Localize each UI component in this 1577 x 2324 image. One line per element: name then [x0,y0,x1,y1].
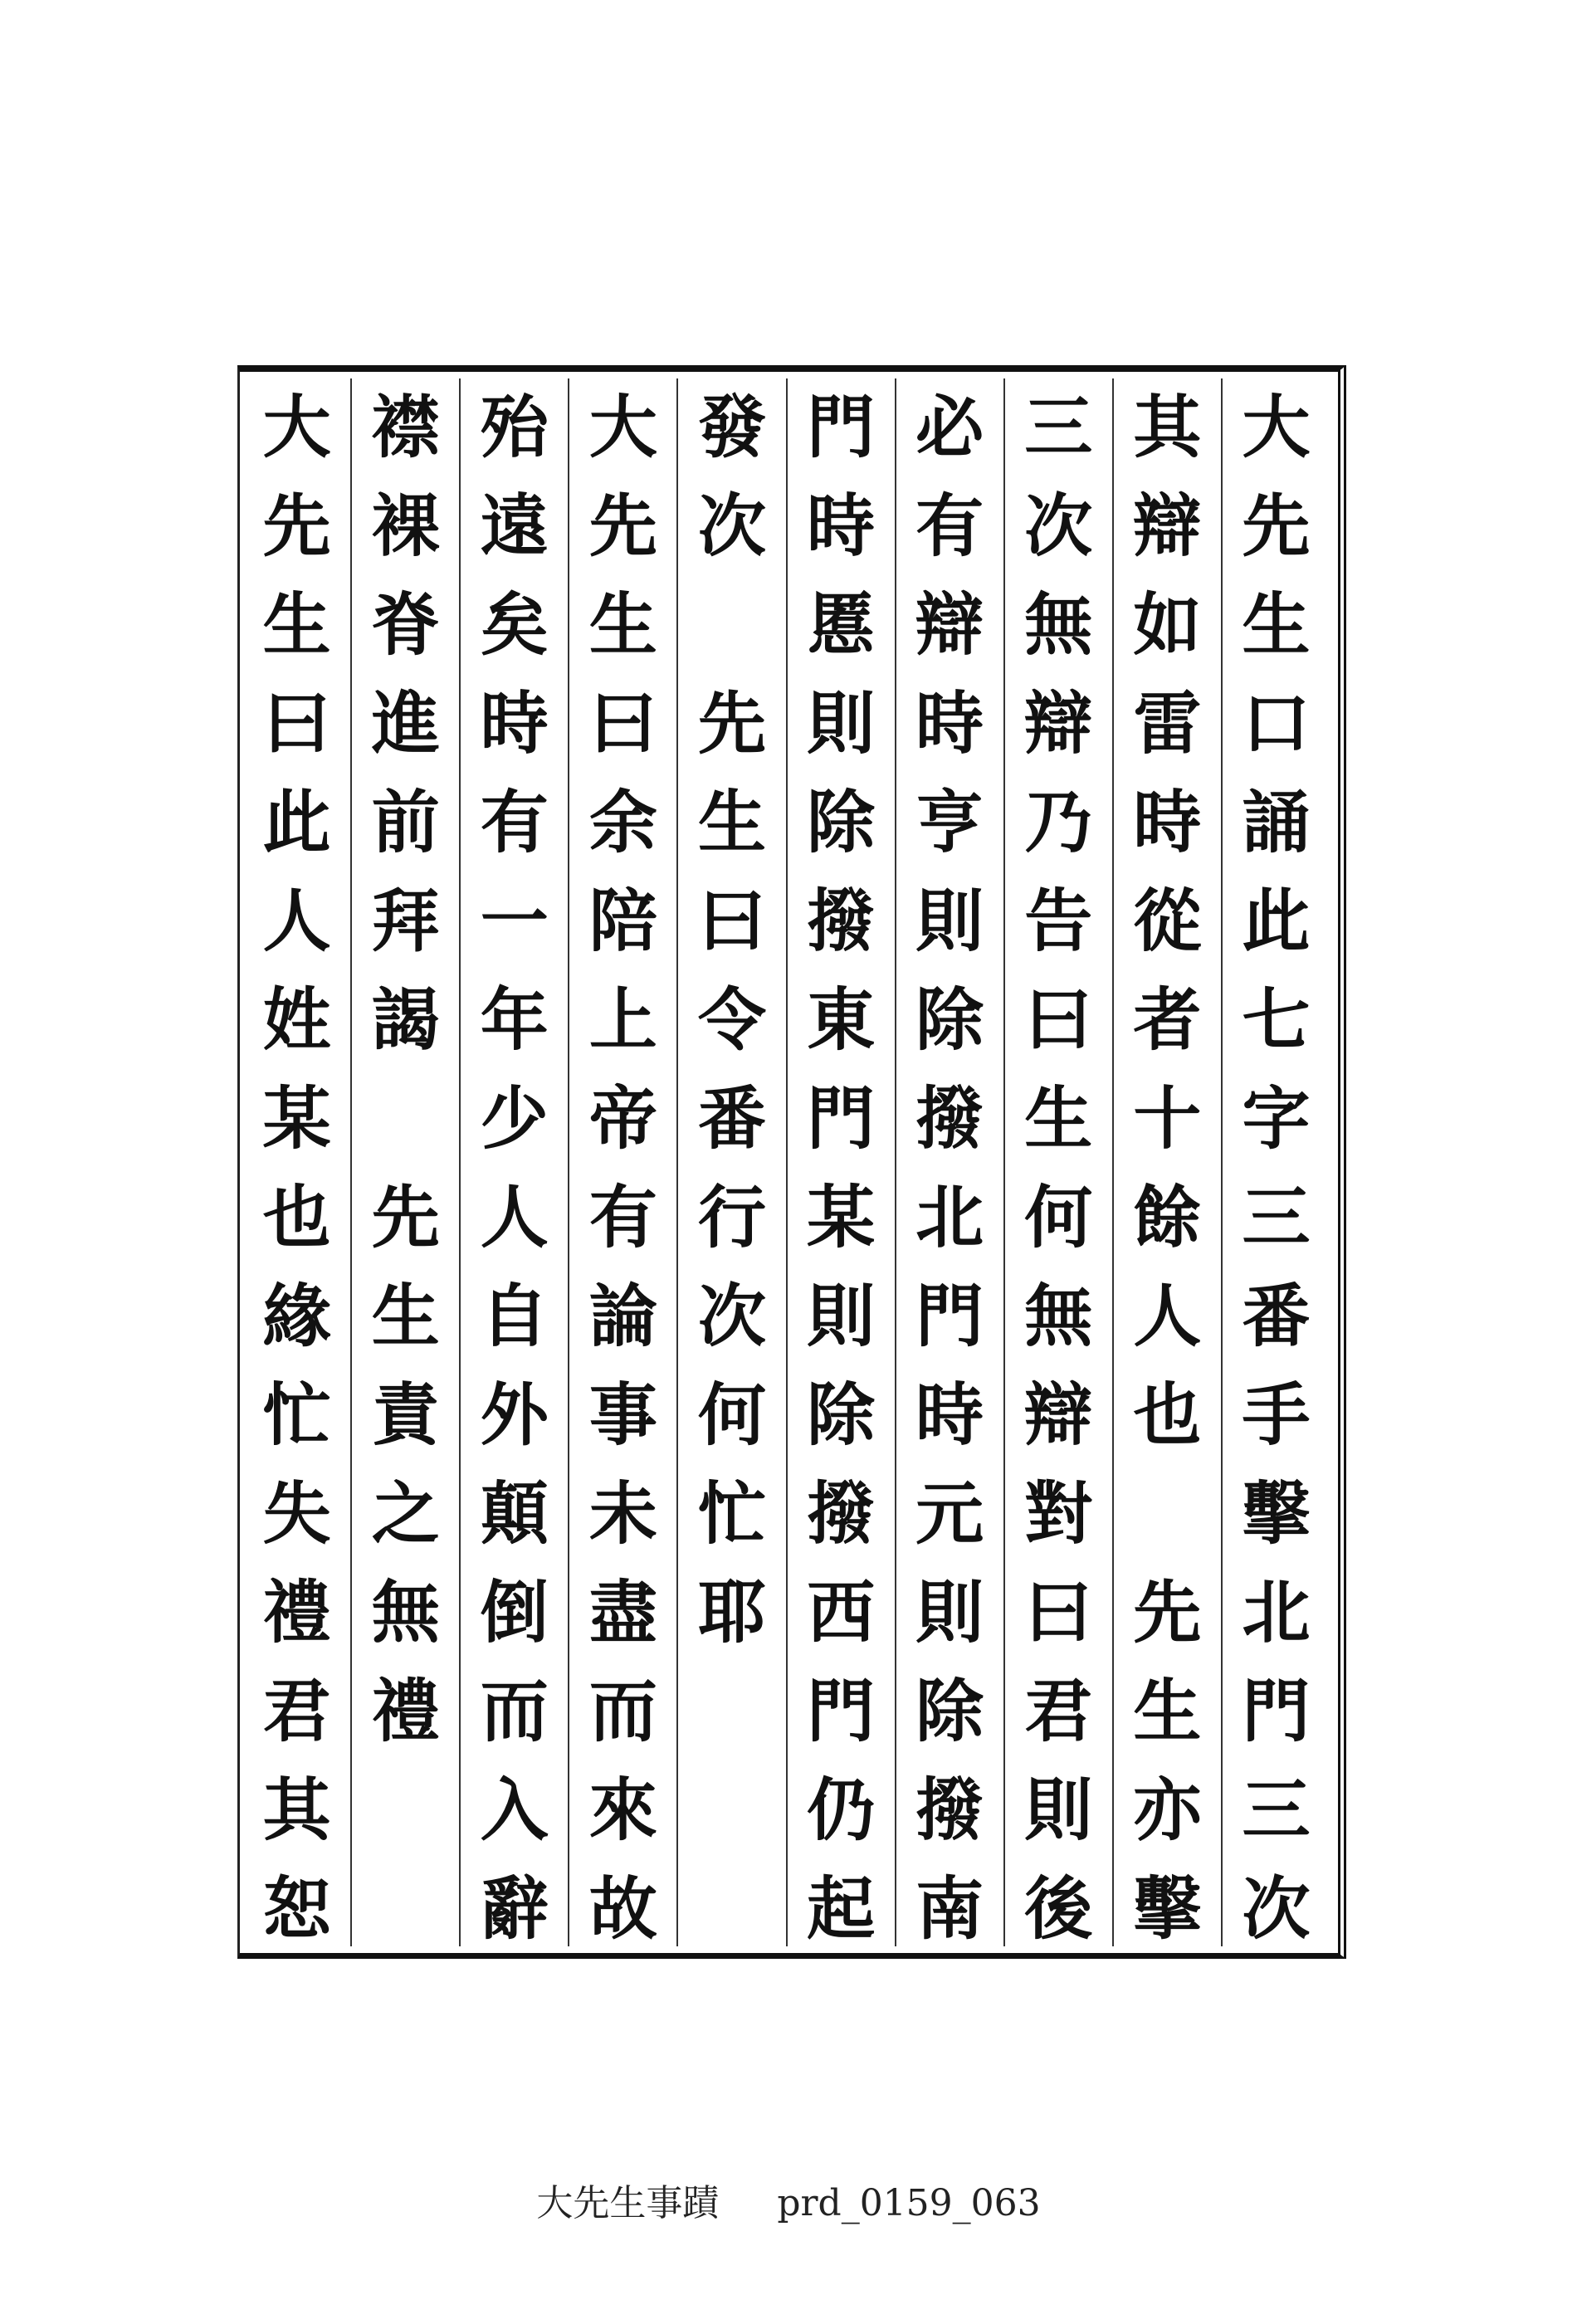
glyph: 撥 [915,1079,984,1159]
glyph: 上 [588,980,657,1060]
glyph: 先 [1242,486,1311,566]
glyph: 辯 [1133,486,1202,566]
glyph: 禮 [371,1672,440,1751]
glyph: 十 [1133,1079,1202,1159]
glyph: 年 [480,980,549,1060]
glyph: 生 [1133,1672,1202,1751]
glyph: 姓 [262,980,331,1060]
glyph: 南 [915,1869,984,1949]
glyph: 三 [1242,1770,1311,1850]
glyph: 緣 [262,1277,331,1356]
glyph: 撥 [807,1474,876,1554]
glyph: 除 [915,1672,984,1751]
glyph: 擊 [1133,1869,1202,1949]
text-column-2 [1112,378,1221,1949]
glyph: 辯 [915,585,984,665]
glyph: 耶 [697,1573,766,1653]
glyph: 而 [588,1672,657,1751]
glyph: 除 [807,783,876,862]
glyph: 曰 [1024,1573,1093,1653]
glyph: 謁 [371,980,440,1060]
glyph: 時 [915,684,984,764]
glyph: 手 [1242,1375,1311,1455]
glyph: 陪 [588,881,657,961]
glyph: 生 [1024,1079,1093,1159]
glyph: 先 [588,486,657,566]
glyph: 自 [480,1277,549,1356]
glyph: 來 [588,1770,657,1850]
glyph: 撥 [915,1770,984,1850]
glyph: 令 [697,980,766,1060]
glyph: 必 [915,388,984,467]
glyph: 則 [915,1573,984,1653]
glyph: 君 [262,1672,331,1751]
text-column-1 [1221,378,1330,1949]
glyph: 撥 [807,881,876,961]
glyph: 無 [1024,585,1093,665]
glyph: 後 [1024,1869,1093,1949]
glyph: 次 [697,486,766,566]
glyph: 除 [915,980,984,1060]
glyph: 雷 [1133,684,1202,764]
glyph: 先 [262,486,331,566]
text-column-3 [1003,378,1112,1949]
glyph: 入 [480,1770,549,1850]
glyph: 字 [1242,1079,1311,1159]
text-column-10 [243,378,350,1949]
glyph: 時 [807,486,876,566]
glyph: 忙 [262,1375,331,1455]
glyph: 則 [807,1277,876,1356]
glyph: 辭 [480,1869,549,1949]
glyph: 有 [588,1178,657,1257]
glyph: 忙 [697,1474,766,1554]
glyph: 門 [807,1079,876,1159]
glyph: 乃 [1024,783,1093,862]
glyph: 生 [1242,585,1311,665]
text-columns [243,378,1330,1949]
glyph: 故 [588,1869,657,1949]
glyph: 事 [588,1375,657,1455]
glyph: 三 [1242,1178,1311,1257]
glyph: 門 [807,1672,876,1751]
glyph: 矣 [480,585,549,665]
page-footer [0,2173,1577,2226]
glyph: 一 [480,881,549,961]
glyph: 外 [480,1375,549,1455]
glyph: 失 [262,1474,331,1554]
glyph: 亨 [915,783,984,862]
glyph: 生 [697,783,766,862]
glyph: 先 [371,1178,440,1257]
glyph: 前 [371,783,440,862]
glyph: 人 [1133,1277,1202,1356]
glyph: 門 [807,388,876,467]
glyph: 次 [1242,1869,1311,1949]
glyph: 此 [262,783,331,862]
glyph: 何 [1024,1178,1093,1257]
glyph: 門 [915,1277,984,1356]
glyph: 如 [1133,585,1202,665]
glyph: 余 [588,783,657,862]
glyph: 仍 [807,1770,876,1850]
glyph: 某 [262,1079,331,1159]
glyph: 大 [262,388,331,467]
glyph: 某 [807,1178,876,1257]
glyph: 元 [915,1474,984,1554]
glyph: 恕 [262,1869,331,1949]
glyph: 也 [1133,1375,1202,1455]
glyph: 先 [697,684,766,764]
glyph: 曰 [262,684,331,764]
glyph: 盡 [588,1573,657,1653]
glyph: 無 [371,1573,440,1653]
glyph: 擊 [1242,1474,1311,1554]
glyph: 大 [1242,388,1311,467]
glyph: 口 [1242,684,1311,764]
page-code: prd_0159_063 [777,2182,1041,2224]
glyph: 告 [1024,881,1093,961]
glyph: 對 [1024,1474,1093,1554]
glyph: 慝 [807,585,876,665]
glyph: 餘 [1133,1178,1202,1257]
glyph: 裸 [371,486,440,566]
glyph: 殆 [480,388,549,467]
glyph: 人 [480,1178,549,1257]
glyph: 進 [371,684,440,764]
glyph: 之 [371,1474,440,1554]
glyph: 七 [1242,980,1311,1060]
text-column-4 [895,378,1003,1949]
glyph: 曰 [697,881,766,961]
glyph: 人 [262,881,331,961]
book-title: 大先生事蹟 [536,2182,720,2224]
glyph: 辯 [1024,684,1093,764]
glyph: 北 [1242,1573,1311,1653]
glyph: 西 [807,1573,876,1653]
glyph: 則 [1024,1770,1093,1850]
glyph: 次 [697,1277,766,1356]
glyph: 除 [807,1375,876,1455]
glyph: 曰 [588,684,657,764]
glyph: 發 [697,388,766,467]
glyph: 辯 [1024,1375,1093,1455]
text-column-7 [568,378,676,1949]
glyph: 曰 [1024,980,1093,1060]
glyph: 拜 [371,881,440,961]
glyph: 東 [807,980,876,1060]
glyph: 其 [262,1770,331,1850]
text-column-9 [350,378,459,1946]
glyph: 生 [371,1277,440,1356]
glyph: 誦 [1242,783,1311,862]
glyph: 脊 [371,585,440,665]
text-column-6 [676,378,785,1946]
glyph: 遠 [480,486,549,566]
glyph: 禮 [262,1573,331,1653]
glyph: 從 [1133,881,1202,961]
glyph: 生 [588,585,657,665]
glyph: 而 [480,1672,549,1751]
glyph: 有 [915,486,984,566]
glyph: 者 [1133,980,1202,1060]
glyph: 何 [697,1375,766,1455]
glyph: 北 [915,1178,984,1257]
glyph: 門 [1242,1672,1311,1751]
glyph: 時 [480,684,549,764]
glyph: 帝 [588,1079,657,1159]
glyph: 未 [588,1474,657,1554]
glyph: 論 [588,1277,657,1356]
glyph: 襟 [371,388,440,467]
glyph: 則 [915,881,984,961]
glyph: 先 [1133,1573,1202,1653]
glyph: 顛 [480,1474,549,1554]
glyph: 其 [1133,388,1202,467]
glyph: 時 [1133,783,1202,862]
text-column-8 [459,378,568,1949]
glyph: 有 [480,783,549,862]
glyph: 三 [1024,388,1093,467]
glyph: 少 [480,1079,549,1159]
glyph: 也 [262,1178,331,1257]
text-column-5 [786,378,895,1949]
glyph: 無 [1024,1277,1093,1356]
glyph: 此 [1242,881,1311,961]
glyph: 番 [697,1079,766,1159]
glyph: 君 [1024,1672,1093,1751]
glyph: 大 [588,388,657,467]
glyph: 生 [262,585,331,665]
glyph: 起 [807,1869,876,1949]
glyph: 行 [697,1178,766,1257]
glyph: 責 [371,1375,440,1455]
glyph: 倒 [480,1573,549,1653]
glyph: 則 [807,684,876,764]
glyph: 番 [1242,1277,1311,1356]
glyph: 時 [915,1375,984,1455]
glyph: 次 [1024,486,1093,566]
glyph: 亦 [1133,1770,1202,1850]
text-frame [237,365,1346,1959]
